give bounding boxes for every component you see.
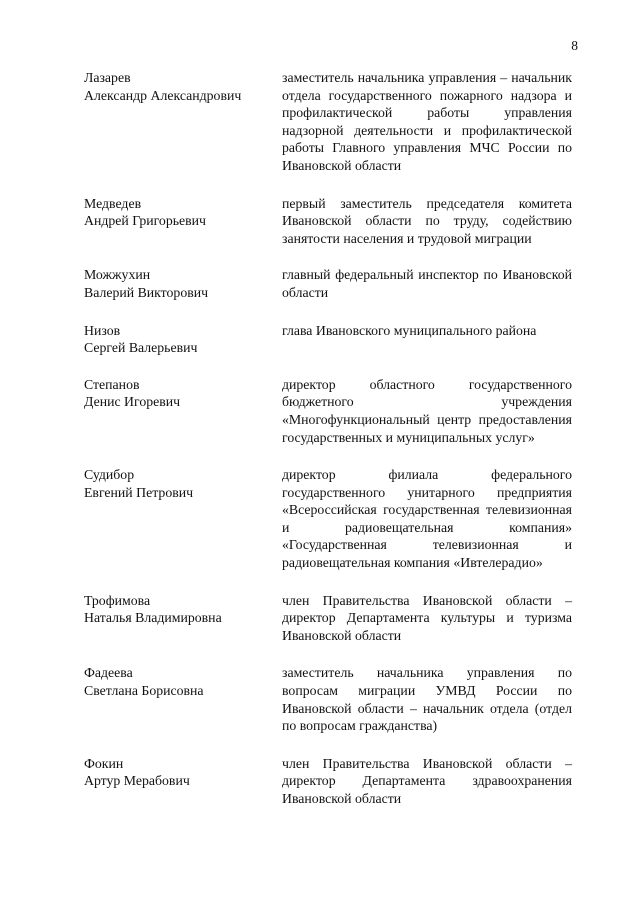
member-name	[84, 664, 282, 734]
member-list	[84, 69, 574, 808]
member-surname: Можжухин	[84, 267, 151, 283]
member-given-names: Светлана Борисовна	[84, 683, 204, 699]
member-entry	[84, 755, 574, 808]
member-position: заместитель начальника управления по вопросам миграции УМВД России по Ивановской области – начальник отдела (отдел по вопросам гражданства)	[282, 665, 572, 734]
member-position: директор филиала федерального государственного унитарного предприятия «Всероссийская государственная телевизионная и радиовещательная компания» «Государственная телевизионная и радиовещательная компания «Ивтелерадио»	[282, 467, 572, 571]
member-surname: Трофимова	[84, 592, 151, 608]
member-position: первый заместитель председателя комитета Ивановской области по труду, содействию занятости населения и трудовой миграции	[282, 195, 572, 246]
member-given-names: Наталья Владимировна	[84, 610, 222, 626]
member-given-names: Андрей Григорьевич	[84, 213, 206, 229]
member-position: глава Ивановского муниципального района	[282, 322, 537, 338]
member-given-names: Евгений Петрович	[84, 484, 194, 500]
member-entry	[84, 376, 574, 446]
member-entry	[84, 266, 574, 301]
member-given-names: Александр Александрович	[84, 87, 242, 103]
member-surname: Низов	[84, 322, 121, 338]
member-surname: Лазарев	[84, 70, 131, 85]
member-name	[84, 69, 282, 175]
member-position: член Правительства Ивановской области – директор Департамента здравоохранения Ивановской области	[282, 755, 572, 806]
member-entry	[84, 466, 574, 572]
member-name	[84, 755, 282, 808]
member-surname: Судибор	[84, 467, 135, 483]
member-surname: Фокин	[84, 755, 124, 771]
member-name	[84, 592, 282, 645]
member-given-names: Денис Игоревич	[84, 394, 181, 410]
member-name	[84, 266, 282, 301]
page-number: 8	[571, 38, 578, 53]
member-entry	[84, 664, 574, 734]
member-name	[84, 322, 282, 357]
member-entry	[84, 322, 574, 357]
member-position: заместитель начальника управления – начальник отдела государственного пожарного надзора и профилактической работы управления надзорной деятельности и профилактической работы Главного управления МЧС России по Ивановской области	[282, 70, 572, 173]
member-given-names: Сергей Валерьевич	[84, 340, 198, 356]
member-position: главный федеральный инспектор по Ивановской области	[282, 267, 572, 300]
member-entry	[84, 195, 574, 248]
member-position: директор областного государственного бюджетного учреждения «Многофункциональный центр предоставления государственных и муниципальных услуг»	[282, 376, 572, 445]
member-surname: Медведев	[84, 195, 142, 211]
member-name	[84, 376, 282, 446]
member-entry	[84, 69, 574, 175]
member-surname: Степанов	[84, 376, 140, 392]
member-given-names: Артур Мерабович	[84, 773, 190, 789]
member-surname: Фадеева	[84, 665, 133, 681]
member-position: член Правительства Ивановской области – директор Департамента культуры и туризма Ивановской области	[282, 592, 572, 643]
member-entry	[84, 592, 574, 645]
member-name	[84, 195, 282, 248]
member-name	[84, 466, 282, 572]
member-given-names: Валерий Викторович	[84, 284, 209, 300]
